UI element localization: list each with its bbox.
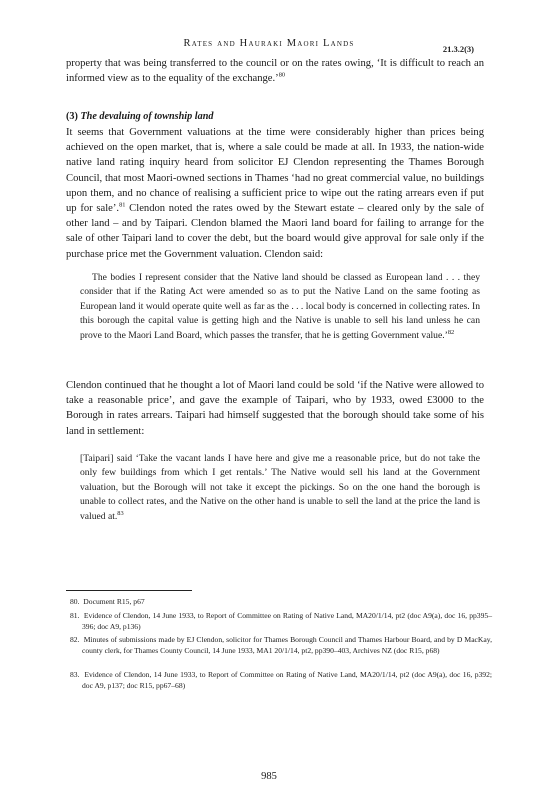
running-head: Rates and Hauraki Maori Lands: [183, 38, 355, 49]
paragraph-text-continued: Clendon noted the rates owed by the Stewart estate – cleared only by the sale of other land – and by Taipari. Clendon blamed the Maori land board for failing to arrange for the sale of other Taipari land to cover the debt, but the board would give approval for sale only if the purchase price met the Government valuation. Clendon said:: [66, 203, 485, 260]
footnote-rule: [66, 590, 192, 591]
footnote-ref-83: 83: [117, 509, 124, 517]
subheading-title: The devaluing of township land: [80, 111, 214, 122]
section-subheading: [66, 111, 213, 122]
paragraph-devaluing: [66, 125, 484, 262]
quote-text: [Taipari] said ‘Take the vacant lands I have here and give me a reasonable price, but do not take the only few buildings from which I get rentals.’ The Native would sell his land at the Government valuation, but the Borough will not take it except the pickings. So on the one hand the borough is unable to collect rates, and the Native on the other hand is unable to sell the land at the price the land is valued at.: [80, 453, 480, 522]
footnote-ref-80: 80: [278, 71, 286, 79]
footnote-82: 82. Minutes of submissions made by EJ Clendon, solicitor for Thames Borough Council and Thames Harbour Board, and by D MacKay, county clerk, for Thames County Council, 14 June 1933, MA1 20/1/14, pt2, pp390–403, Archives NZ (doc R15, p68): [70, 635, 492, 656]
section-number: 21.3.2(3): [442, 44, 474, 54]
subheading-number: (3): [66, 111, 81, 122]
paragraph-text: Clendon continued that he thought a lot of Maori land could be sold ‘if the Native were allowed to take a reasonable price’, and gave the example of Taipari, who by 1933, owed £3000 to the Borough in rates arrears. Taipari had himself suggested that the borough should take some of his land in settlement:: [66, 380, 484, 437]
footnote-83: 83. Evidence of Clendon, 14 June 1933, to Report of Committee on Rating of Native Land, MA20/1/14, pt2 (doc A9(a), doc 16, p392; doc A9, p137; doc R15, pp67–68): [70, 670, 492, 691]
block-quote-taipari: [80, 452, 480, 524]
footnote-ref-82: 82: [447, 328, 455, 336]
opening-paragraph: [66, 56, 484, 86]
footnote-81: 81. Evidence of Clendon, 14 June 1933, to Report of Committee on Rating of Native Land, MA20/1/14, pt2 (doc A9(a), doc 16, pp395–396; doc A9, p136): [70, 611, 492, 632]
quote-text: The bodies I represent consider that the Native land should be classed as European land . . . they consider that if the Rating Act were amended so as to put the Native Land on the same footing as European land it would operate quite well as far as the . . . local body is concerned in collecting rates. In this borough the capital value is getting high and the Native is unable to sell his land unless he can prove to the Maori Land Board, which passes the transfer, that he is getting Government value.’: [80, 272, 480, 341]
paragraph-text: property that was being transferred to the council or on the rates owing, ‘It is difficult to reach an informed view as to the equality of the exchange.’: [66, 58, 484, 85]
block-quote-clendon: [80, 271, 480, 343]
page-number: 985: [261, 771, 277, 782]
footnote-ref-81: 81: [119, 201, 126, 209]
footnote-80: 80. Document R15, p67: [70, 597, 145, 606]
paragraph-clendon-continued: [66, 378, 484, 439]
paragraph-text: It seems that Government valuations at the time were considerably higher than prices being achieved on the open market, that is, where a sale could be made at all. In 1933, the nation-wide native land rating inquiry heard from solicitor EJ Clendon representing the Thames Borough Council, that most Maori-owned sections in Thames ‘had no great commercial value, no buildings upon them, and no chance of realising a sufficient price to wipe out the rating arrears even if put up for sale’.: [66, 127, 484, 215]
